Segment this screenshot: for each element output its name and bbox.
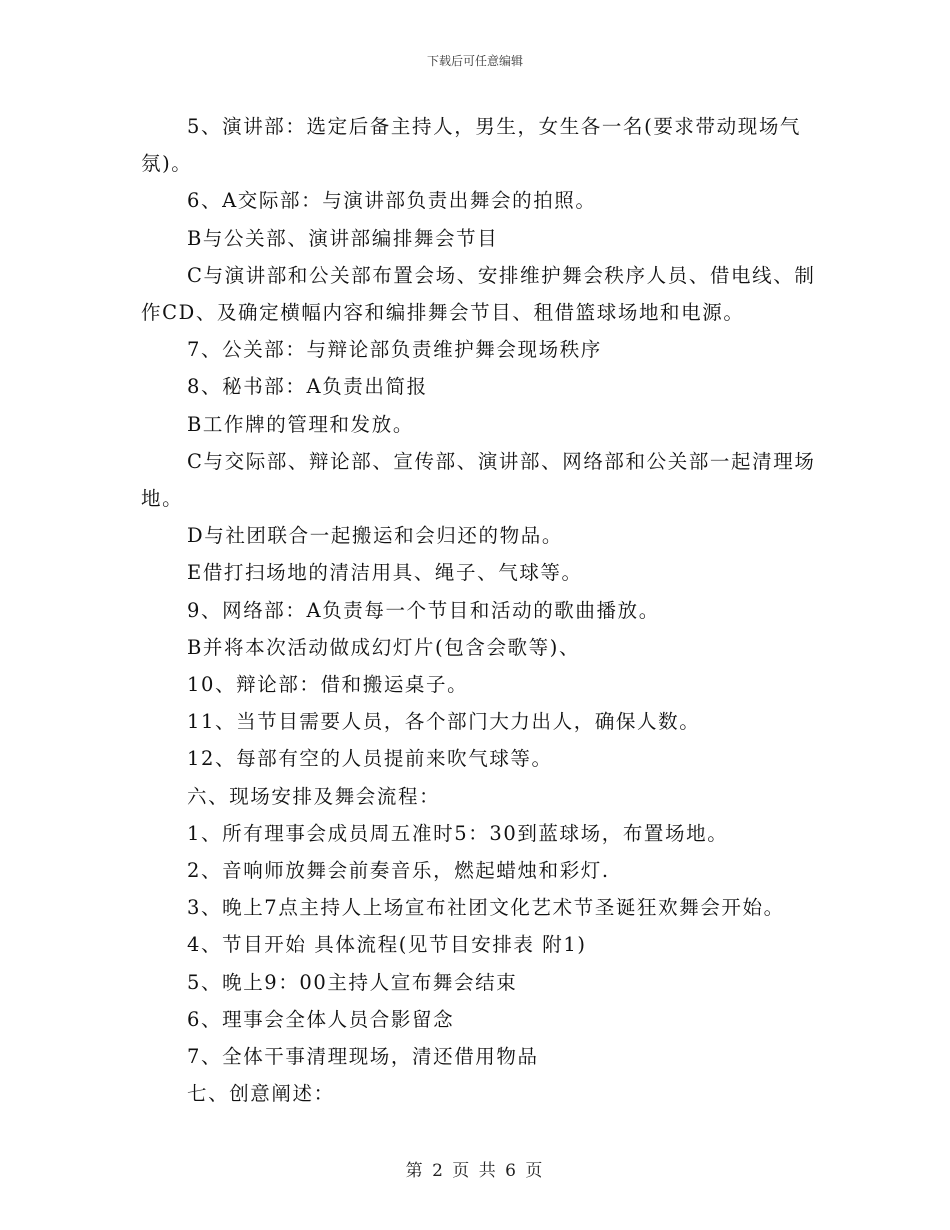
paragraph: 6、理事会全体人员合影留念 [187, 1007, 455, 1031]
paragraph: 11、当节目需要人员，各个部门大力出人，确保人数。 [187, 710, 701, 734]
page-header: 下载后可任意编辑 [426, 54, 523, 68]
paragraph: 7、全体干事清理现场，清还借用物品 [187, 1045, 539, 1069]
page-number: 第 2 页 共 6 页 [405, 1161, 545, 1181]
paragraph: D与社团联合一起搬运和会归还的物品。 [187, 524, 563, 548]
paragraph: B工作牌的管理和发放。 [187, 412, 414, 436]
paragraph: 4、节目开始 具体流程(见节目安排表 附1) [187, 933, 587, 957]
paragraph: 5、晚上9：00主持人宣布舞会结束 [187, 970, 518, 994]
paragraph: E借打扫场地的清洁用具、绳子、气球等。 [187, 561, 583, 585]
paragraph: 7、公关部：与辩论部负责维护舞会现场秩序 [187, 338, 602, 362]
paragraph: 2、音响师放舞会前奏音乐，燃起蜡烛和彩灯. [187, 859, 610, 883]
paragraph: C与演讲部和公关部布置会场、安排维护舞会秩序人员、借电线、制作CD、及确定横幅内容和编排舞会节目、租借篮球场地和电源。 [141, 263, 816, 325]
paragraph: 12、每部有空的人员提前来吹气球等。 [187, 747, 553, 771]
paragraph: 1、所有理事会成员周五准时5：30到蓝球场，布置场地。 [187, 821, 729, 845]
paragraph: 6、A交际部：与演讲部负责出舞会的拍照。 [187, 189, 597, 213]
paragraph: B与公关部、演讲部编排舞会节目 [187, 226, 499, 250]
paragraph: 5、演讲部：选定后备主持人，男生，女生各一名(要求带动现场气氛)。 [141, 115, 802, 176]
paragraph: 3、晚上7点主持人上场宣布社团文化艺术节圣诞狂欢舞会开始。 [187, 896, 785, 920]
paragraph: 10、辩论部：借和搬运桌子。 [187, 673, 469, 697]
document-body [141, 108, 821, 1112]
paragraph: 9、网络部：A负责每一个节目和活动的歌曲播放。 [187, 598, 660, 622]
paragraph: B并将本次活动做成幻灯片(包含会歌等)、 [187, 635, 581, 659]
section-heading: 六、现场安排及舞会流程： [187, 784, 441, 808]
paragraph: C与交际部、辩论部、宣传部、演讲部、网络部和公关部一起清理场地。 [141, 449, 816, 511]
paragraph: 8、秘书部：A负责出简报 [187, 375, 428, 399]
section-heading: 七、创意阐述： [187, 1082, 335, 1106]
